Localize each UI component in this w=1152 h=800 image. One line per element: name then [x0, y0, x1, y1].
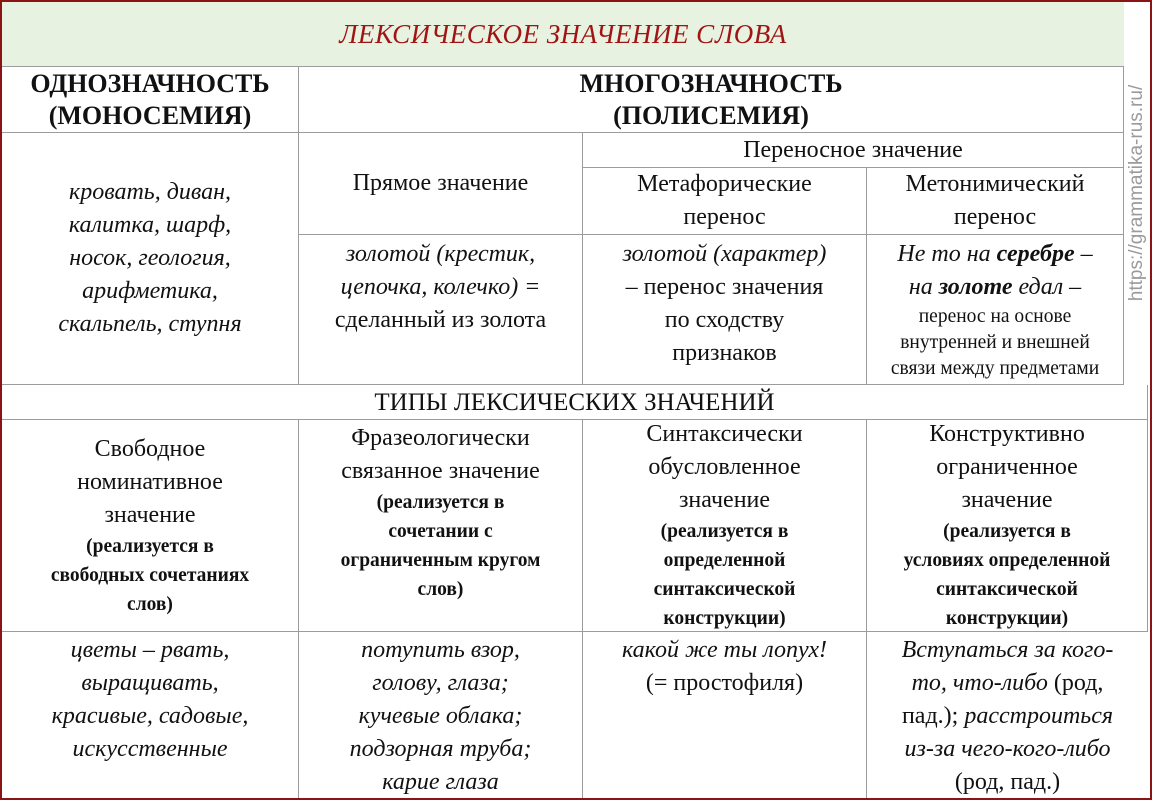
metaphor-line2: перенос: [683, 204, 766, 230]
direct-example-line1: золотой (крестик,: [345, 241, 536, 267]
direct-example-line2: цепочка, колечко) =: [340, 274, 541, 300]
metonymy-example: [867, 235, 1124, 385]
watermark-text: https://grammatika-rus.ru/: [1126, 84, 1148, 302]
type-constructive: [867, 420, 1148, 632]
type-free-nominative: [2, 420, 299, 632]
type-note-line: конструкции): [663, 608, 786, 629]
type-note-line: слов): [127, 593, 173, 615]
metaphor-example-line3: по сходству: [664, 307, 785, 333]
metaphor-example-line1: золотой (характер): [622, 241, 827, 267]
example-line: потупить взор,: [361, 637, 520, 663]
type-label-line: обусловленное: [648, 454, 801, 480]
type-note-line: слов): [417, 579, 464, 600]
metonymy-line1: Метонимический: [905, 171, 1085, 197]
mono-example-line: калитка, шарф,: [68, 212, 232, 238]
header-metaphor: [583, 168, 867, 235]
type-phraseological: [299, 420, 583, 632]
metonymy-note-line3: связи между предметами: [890, 358, 1100, 379]
type-label-line: связанное значение: [341, 458, 540, 484]
metaphor-example: [583, 235, 867, 385]
mono-example-line: скальпель, ступня: [58, 311, 242, 337]
figurative-meaning-label: Переносное значение: [743, 136, 963, 163]
type-note-line: (реализуется в: [660, 521, 789, 542]
example-line: (род, пад.): [954, 769, 1061, 795]
type-label-line: номинативное: [77, 468, 223, 495]
type-note-line: синтаксической: [653, 579, 796, 600]
constructive-examples: [867, 632, 1148, 798]
example-line: красивые, садовые,: [51, 703, 249, 729]
example-line: карие глаза: [382, 769, 499, 795]
phraseological-examples: [299, 632, 583, 798]
direct-example: [299, 235, 583, 385]
example-line: искусственные: [72, 736, 228, 762]
direct-example-line3: сделанный из золота: [334, 307, 547, 333]
metonymy-line2: перенос: [953, 204, 1037, 230]
direct-meaning-label: Прямое значение: [352, 170, 529, 196]
type-note-line: условиях определенной: [903, 550, 1111, 571]
example-line: то, что-либо (род,: [911, 670, 1104, 696]
type-note-line: синтаксической: [936, 579, 1078, 600]
type-syntactic: [583, 420, 867, 632]
type-note-line: (реализуется в: [86, 535, 214, 557]
header-figurative-meaning: [583, 133, 1124, 168]
header-direct-meaning: [299, 133, 583, 235]
types-title: [2, 385, 1148, 420]
type-note-line: (реализуется в: [943, 521, 1071, 542]
header-polysemy-line2: (ПОЛИСЕМИЯ): [613, 100, 809, 130]
metaphor-line1: Метафорические: [637, 171, 812, 197]
example-line: кучевые облака;: [358, 703, 523, 729]
metonymy-example-line2: на золоте едал –: [908, 274, 1082, 300]
example-line: какой же ты лопух!: [622, 637, 827, 663]
type-note-line: определенной: [663, 550, 786, 571]
example-line: Вступаться за кого-: [901, 637, 1114, 663]
header-metonymy: [867, 168, 1124, 235]
header-monosemy-line2: (МОНОСЕМИЯ): [48, 100, 252, 130]
type-note-line: сочетании с: [388, 521, 493, 542]
example-line: выращивать,: [81, 670, 219, 696]
example-line: цветы – рвать,: [70, 637, 230, 663]
metonymy-note-line2: внутренней и внешней: [900, 332, 1090, 353]
type-label-line: Свободное: [94, 435, 206, 462]
type-label-line: значение: [104, 501, 196, 528]
header-polysemy: [299, 66, 1124, 133]
table-title: ЛЕКСИЧЕСКОЕ ЗНАЧЕНИЕ СЛОВА: [2, 2, 1124, 67]
example-line: подзорная труба;: [349, 736, 532, 762]
header-polysemy-line1: МНОГОЗНАЧНОСТЬ: [579, 68, 843, 98]
metonymy-example-line1: Не то на серебре –: [897, 241, 1093, 267]
type-note-line: свободных сочетаниях: [50, 564, 250, 586]
type-label-line: значение: [678, 487, 771, 513]
example-line: (= простофиля): [645, 670, 804, 696]
example-line: голову, глаза;: [372, 670, 509, 696]
header-monosemy-line1: ОДНОЗНАЧНОСТЬ: [30, 68, 270, 98]
monosemy-examples: [2, 133, 299, 385]
metonymy-note-line1: перенос на основе: [918, 306, 1072, 327]
syntactic-examples: [583, 632, 867, 798]
metaphor-example-line4: признаков: [672, 340, 777, 366]
type-label-line: Конструктивно: [929, 421, 1085, 447]
type-note-line: ограниченным кругом: [340, 550, 541, 571]
header-monosemy: [2, 66, 299, 133]
types-title-text: ТИПЫ ЛЕКСИЧЕСКИХ ЗНАЧЕНИЙ: [374, 388, 775, 416]
example-line: из-за чего-кого-либо: [904, 736, 1111, 762]
example-line: пад.); расстроиться: [901, 703, 1114, 729]
free-examples: [2, 632, 299, 798]
metaphor-example-line2: – перенос значения: [625, 274, 824, 300]
mono-example-line: арифметика,: [82, 278, 218, 304]
mono-example-line: носок, геология,: [69, 245, 231, 271]
type-label-line: значение: [961, 487, 1053, 513]
type-label-line: Фразеологически: [351, 425, 530, 451]
watermark: [1124, 2, 1150, 384]
type-note-line: конструкции): [945, 608, 1069, 629]
type-note-line: (реализуется в: [376, 492, 505, 513]
mono-example-line: кровать, диван,: [68, 179, 232, 205]
type-label-line: Синтаксически: [646, 421, 803, 447]
type-label-line: ограниченное: [936, 454, 1078, 480]
